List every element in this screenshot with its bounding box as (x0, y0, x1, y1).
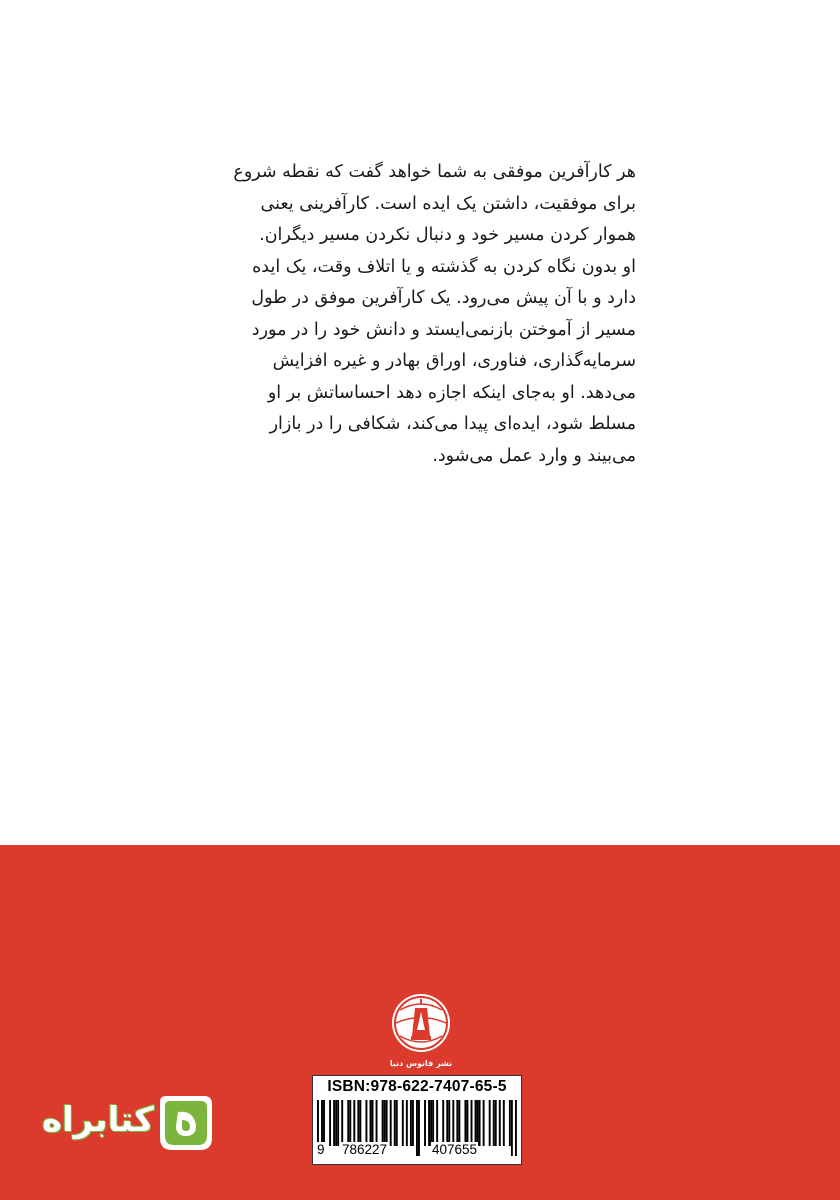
barcode-digits-left: 786227 (342, 1142, 388, 1157)
barcode-bar (406, 1100, 408, 1146)
barcode-bar (347, 1100, 349, 1146)
barcode-bar (323, 1100, 325, 1146)
blurb-line: می‌بیند و وارد عمل می‌شود. (432, 445, 636, 466)
barcode-bar (515, 1100, 517, 1156)
barcode-bar (428, 1100, 430, 1146)
ketabrah-leaf-icon (154, 1092, 216, 1154)
blurb-line: سرمایه‌گذاری، فناوری، اوراق بهادر و غیره افزایش (272, 351, 636, 371)
barcode-bar (416, 1100, 418, 1156)
barcode-bar (418, 1100, 420, 1156)
barcode-bar (464, 1100, 466, 1146)
blurb-line: برای موفقیت، داشتن یک ایده است. کارآفرینی یعنی (260, 193, 636, 214)
publisher-logo-icon (378, 990, 464, 1070)
barcode-bar (442, 1100, 444, 1146)
barcode-bar (359, 1100, 361, 1146)
barcode-bar (477, 1100, 479, 1146)
barcode-bar (365, 1100, 367, 1146)
barcode-bar (483, 1100, 485, 1146)
barcode-bar (412, 1100, 414, 1146)
barcode-bar (333, 1100, 335, 1146)
barcode-bar (384, 1100, 386, 1146)
barcode-digits-right: 407655 (432, 1142, 478, 1157)
barcode-bar (503, 1100, 505, 1146)
barcode-bar (446, 1100, 448, 1146)
barcode-digit-lead: 9 (317, 1142, 325, 1157)
back-cover-blurb (196, 157, 636, 472)
barcode-bar (432, 1100, 434, 1146)
barcode-bar (329, 1100, 331, 1146)
barcode-bar (335, 1100, 337, 1146)
barcode-bar (495, 1100, 497, 1146)
blurb-line: هموار کردن مسیر خود و دنبال نکردن مسیر دیگران. (259, 225, 636, 245)
brand-name: کتابراه (41, 1100, 154, 1140)
blurb-line: مسلط شود، ایده‌ای پیدا می‌کند، شکافی را در بازار (269, 414, 636, 434)
barcode-bar (394, 1100, 396, 1146)
barcode-bar (466, 1100, 468, 1146)
barcode-bar (430, 1100, 432, 1146)
barcode-bar (479, 1100, 481, 1146)
barcode-bar (349, 1100, 351, 1146)
barcode-bar (471, 1100, 473, 1146)
isbn-label: ISBN:978-622-7407-65-5 (327, 1078, 507, 1095)
barcode-bar (436, 1100, 438, 1146)
barcode-bar (372, 1100, 374, 1146)
barcode-bar (390, 1100, 392, 1146)
barcode-bar (396, 1100, 398, 1146)
blurb-line: هر کارآفرین موفقی به شما خواهد گفت که نقطه شروع (233, 162, 636, 182)
ketabrah-brand (38, 1092, 218, 1162)
barcode-bar (370, 1100, 372, 1146)
barcode-bar (499, 1100, 501, 1146)
barcode-bar (489, 1100, 491, 1146)
isbn-barcode-box (312, 1075, 522, 1165)
barcode-bar (353, 1100, 355, 1146)
blurb-line: مسیر از آموختن بازنمی‌ایستد و دانش خود را در مورد (251, 319, 636, 340)
blurb-line: دارد و با آن پیش می‌رود. یک کارآفرین موفق در طول (251, 288, 636, 308)
barcode-bar (337, 1100, 339, 1146)
barcode-bar (456, 1100, 458, 1146)
barcode-bar (382, 1100, 384, 1146)
barcode-bar (376, 1100, 378, 1146)
blurb-line: می‌دهد. او به‌جای اینکه اجازه دهد احساساتش بر او (267, 382, 636, 403)
publisher-logo-caption: نشر فانوس دنیا (389, 1059, 453, 1068)
barcode-bar (511, 1100, 513, 1156)
barcode-bar (386, 1100, 388, 1146)
barcode-bar (424, 1100, 426, 1146)
barcode-bar (341, 1100, 343, 1146)
barcode-bar (493, 1100, 495, 1146)
blurb-line: او بدون نگاه کردن به گذشته و یا اتلاف وقت، یک ایده (252, 256, 636, 277)
barcode-bar (458, 1100, 460, 1146)
barcode-bar (357, 1100, 359, 1146)
barcode-bar (509, 1100, 511, 1146)
barcode-bar (452, 1100, 454, 1146)
barcode-bar (448, 1100, 450, 1146)
barcode-bar (475, 1100, 477, 1146)
barcode-bar (410, 1100, 412, 1146)
barcode-bar (402, 1100, 404, 1146)
